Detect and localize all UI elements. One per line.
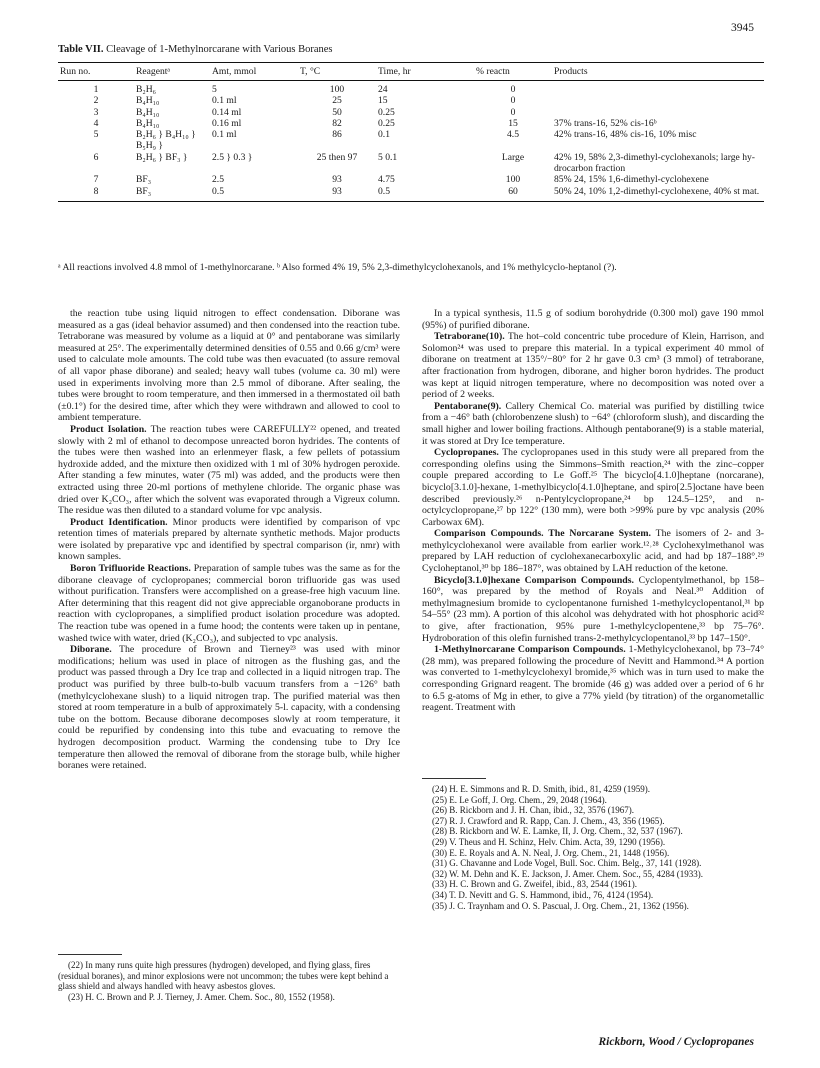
- table-row: [58, 186, 764, 202]
- table-vii: [58, 62, 764, 202]
- table-cell-reagent: BF₃: [136, 174, 152, 186]
- paragraph-heading: Comparison Compounds. The Norcarane System.: [434, 528, 651, 540]
- paragraph-text: Callery Chemical Co. material was purified by distilling twice from a −46° bath (chlorobenzene slush) to −64° (chloroform slush), and discarding the small higher and lower boiling fractions. Although pentaborane(9) is a stable material, it was stored at Dry Ice temperature.: [422, 400, 765, 447]
- paragraph-text: The cyclopropanes used in this study were all prepared from the corresponding olefins using the Simmons–Smith reaction,²⁴ with the zinc–copper couple prepared according to Le Goff.²⁵ The bicyclo[4.1.0]heptane (norcarane), bicyclo[3.1.0]-hexane, 1-methylbicyclo[4.1.0]heptane, and spiro[2.5]octane have been described previously.²⁶ n-Pentylcyclopropane,²⁴ bp 124.5–125°, and n-octylcyclopropane,²⁷ bp 122° (130 mm), were both >99% pure by vpc analysis (20% Carbowax 6M).: [422, 447, 764, 528]
- table-cell-products: 50% 24, 10% 1,2-dimethyl-cyclohexene, 40% st mat.: [552, 186, 764, 202]
- paragraph-text: 1-Methylcyclohexanol, bp 73–74° (28 mm), was prepared following the procedure of Nevitt and Hammond.³⁴ A portion was converted to 1-methylcyclohexyl bromide,³⁵ which was in turn used to make the corresponding Grignard reagent. The bromide (46 g) was added over a period of 6 hr to 6.5 g-atoms of Mg in ether, to give a 77% yield (by titration) of the organometallic reagent. Treatment with: [422, 644, 764, 714]
- table-cell-time: 0.25: [378, 117, 395, 129]
- table-cell-reagent: B₄H₁₀: [136, 95, 160, 107]
- footnote: (33) H. C. Brown and G. Zweifel, ibid., 83, 2544 (1961).: [432, 879, 637, 890]
- table-caption-label: Table VII.: [58, 44, 104, 55]
- table-cell-run: 3: [93, 106, 99, 118]
- paragraph-text: The procedure of Brown and Tierney²³ was used with minor modifications; helium was used in place of nitrogen as the flushing gas, and the product was passed through a Dry Ice trap and collected in a liquid nitrogen trap. The product was purified by three bulb-to-bulb vacuum transfers from a −126° bath (methylcyclohexane slush) to a liquid nitrogen trap. The purified material was then stored at room temperature in a bulb of approximately 5-l. capacity, with a condensing tube on the bottom. Because diborane decomposes slowly at room temperature, it could be repurified by condensing into this tube and evacuating to remove the hydrogen decomposition product. Warming the condensing tube to Dry Ice temperature then allowed the removal of diborane from the storage bulb, while higher boranes were retained.: [58, 644, 400, 772]
- table-cell-reactn: 0: [510, 106, 516, 118]
- paragraph: [422, 401, 764, 447]
- header-products: Products: [552, 63, 764, 81]
- footnote: (27) R. J. Crawford and R. Rapp, Can. J. Chem., 43, 356 (1965).: [432, 815, 665, 826]
- footnote: (29) V. Theus and H. Schinz, Helv. Chim. Acta, 39, 1290 (1956).: [432, 836, 666, 847]
- table-row: [58, 107, 764, 118]
- paragraph: [58, 517, 400, 563]
- footnote: (35) J. C. Traynham and O. S. Pascual, J. Org. Chem., 21, 1362 (1956).: [432, 900, 689, 911]
- paragraph-heading: Pentaborane(9).: [434, 400, 502, 412]
- table-cell-time: 4.75: [378, 174, 395, 186]
- table-cell-amt: 0.1 ml: [212, 95, 237, 107]
- table-cell-reagent: B₄H₁₀: [136, 117, 160, 129]
- table-cell-reagent: B₄H₁₀: [136, 106, 160, 118]
- table-cell-reactn: Large: [501, 151, 525, 163]
- table-cell-run: 1: [93, 84, 99, 95]
- paragraph: [422, 447, 764, 528]
- footnote: (34) T. D. Nevitt and G. S. Hammond, ibid., 76, 4124 (1954).: [432, 889, 654, 900]
- table-cell-time: 5 0.1: [378, 151, 398, 163]
- header-amt: Amt, mmol: [210, 63, 298, 81]
- table-cell-amt: 0.14 ml: [212, 106, 242, 118]
- table-cell-reactn: 15: [508, 117, 518, 129]
- paragraph-text: The hot–cold concentric tube procedure of Klein, Harrison, and Solomon²⁴ was used to prepare this material. In a typical experiment 40 mmol of diborane on treatment at 135°/−80° for 2 hr gave 0.3 cm³ (3 mmol) of tetraborane, after fractionation from hydrogen, diborane, and higher boron hydrides. The product was kept at liquid nitrogen temperature, where no decomposition was noted over a period of 2 weeks.: [422, 331, 764, 401]
- footnote: (24) H. E. Simmons and R. D. Smith, ibid., 81, 4259 (1959).: [432, 784, 650, 794]
- table-row: [58, 152, 764, 175]
- footnote: (25) E. Le Goff, J. Org. Chem., 29, 2048 (1964).: [432, 794, 607, 805]
- paragraph: [58, 308, 400, 424]
- table-row: [58, 118, 764, 129]
- header-temp: T, °C: [298, 63, 376, 81]
- table-cell-run: 4: [93, 117, 99, 129]
- left-column: [58, 308, 400, 772]
- paragraph-text: The isomers of 2- and 3-methylcyclohexanol were available from earlier work.¹²˒²⁸ Cyclohexylmethanol was prepared by LAH reduction of cyclohexanecarboxylic acid, and had bp 187–188°.²⁹ Cycloheptanol,³⁰ bp 186–187°, was obtained by LAH reduction of the ketone.: [422, 528, 764, 575]
- header-reactn: % reactn: [474, 63, 552, 81]
- table-row: [58, 129, 764, 152]
- paragraph-text: The reaction tubes were CAREFULLY²² opened, and treated slowly with 2 ml of ethanol to decompose unreacted boron hydrides. The contents of the tubes were then washed into an erlenmeyer flask, a few pellets of potassium hydroxide added, and the mixture then oxidized with 1 ml of 30% hydrogen peroxide. After standing a few minutes, water (75 ml) was added, and the products were then extracted using three 20-ml portions of methylene chloride. The organic phase was dried over K₂CO₃, after which the solvent was evaporated through a Vigreux column. The residue was then diluted to a standard volume for vpc analysis.: [58, 423, 401, 517]
- paragraph: [58, 644, 400, 772]
- table-cell-time: 0.1: [378, 129, 390, 141]
- header-time: Time, hr: [376, 63, 474, 81]
- paragraph-heading: Cyclopropanes.: [434, 447, 499, 459]
- table-cell-run: 6: [93, 151, 99, 163]
- table-cell-reactn: 100: [505, 174, 521, 186]
- table-cell-products: [552, 81, 764, 96]
- table-caption-text: Cleavage of 1-Methylnorcarane with Various Boranes: [106, 44, 333, 55]
- footnote-rule-right: [422, 778, 486, 779]
- footnote: (32) W. M. Dehn and K. E. Jackson, J. Amer. Chem. Soc., 55, 4284 (1933).: [432, 868, 703, 879]
- footnote-rule-left: [58, 954, 122, 955]
- table-cell-temp: 82: [332, 117, 342, 129]
- table-cell-temp: 25: [332, 95, 342, 107]
- header-reagent: Reagentᵃ: [134, 63, 210, 81]
- table-cell-products: 37% trans-16, 52% cis-16ᵇ: [554, 117, 657, 129]
- table-cell-products: 42% 19, 58% 2,3-dimethyl-cyclohexanols; large hy-drocarbon fraction: [554, 151, 755, 175]
- footnote: (30) E. E. Royals and A. N. Neal, J. Org. Chem., 21, 1448 (1956).: [432, 847, 670, 858]
- table-cell-temp: 86: [332, 129, 342, 141]
- footnotes-left: [58, 960, 400, 1002]
- right-column: [422, 308, 764, 714]
- table-cell-temp: 50: [332, 106, 342, 118]
- table-cell-reagent: B₂H₆: [136, 84, 157, 95]
- paragraph-text: In a typical synthesis, 11.5 g of sodium borohydride (0.300 mol) gave 190 mmol (95%) of purified diborane.: [422, 308, 764, 331]
- table-row: [58, 95, 764, 106]
- paragraph-heading: Tetraborane(10).: [434, 331, 505, 343]
- header-run: Run no.: [58, 63, 134, 81]
- table-cell-reactn: 60: [474, 186, 552, 202]
- table-cell-products: 42% trans-16, 48% cis-16, 10% misc: [554, 129, 697, 141]
- paragraph-heading: Product Isolation.: [70, 423, 147, 435]
- footnote: (28) B. Rickborn and W. E. Lamke, II, J. Org. Chem., 32, 537 (1967).: [432, 826, 683, 837]
- table-cell-amt: 0.5: [210, 186, 298, 202]
- footnote: (23) H. C. Brown and P. J. Tierney, J. Amer. Chem. Soc., 80, 1552 (1958).: [68, 991, 335, 1002]
- table-header-row: [58, 63, 764, 81]
- table-cell-reactn: 4.5: [507, 129, 519, 141]
- paragraph-text: Preparation of sample tubes was the same as for the diborane cleavage of cyclopropanes; commercial boron trifluoride gas was used without purification. Transfers were accomplished on a grease-free high vacuum line. After determining that this reagent did not give appreciable organoborane products in reaction with cyclopropanes, a simplified product isolation procedure was adopted. The reaction tube was opened in a fume hood; the contents were taken up in pentane, washed twice with water, dried (K₂CO₃), and subjected to vpc analysis.: [58, 563, 400, 644]
- paragraph: [422, 331, 764, 401]
- footnote: (31) G. Chavanne and Lode Vogel, Bull. Soc. Chim. Belg., 37, 141 (1928).: [432, 858, 702, 869]
- paragraph-text: Cyclopentylmethanol, bp 158–160°, was prepared by the method of Royals and Neal.³⁰ Addition of methylmagnesium bromide to cyclopentanone furnished 1-methylcyclopentanol,³¹ bp 54–55° (23 mm). A portion of this alcohol was dehydrated with hot phosphoric acid³² to give, after fractionation, 95% pure 1-methylcyclopentene,³³ bp 75–76°. Hydroboration of this olefin furnished trans-2-methylcyclopentanol,³³ bp 147–150°.: [422, 574, 764, 644]
- table-cell-products: [552, 95, 764, 106]
- footnote: (22) In many runs quite high pressures (hydrogen) developed, and flying glass, fires (residual boranes), and minor explosions were not uncommon; the tubes were kept behind a glass shield and always handled with heavy asbestos gloves.: [58, 960, 389, 992]
- table-footnote: ᵃ All reactions involved 4.8 mmol of 1-methylnorcarane. ᵇ Also formed 4% 19, 5% 2,3-dimethylcyclohexanols, and 1% methylcyclo-heptanol (?).: [58, 262, 617, 273]
- table-cell-reactn: 0: [510, 84, 516, 95]
- table-cell-amt: 5: [212, 84, 217, 95]
- page-number: 3945: [731, 22, 754, 34]
- table-cell-run: 8: [58, 186, 134, 202]
- table-cell-run: 2: [93, 95, 99, 107]
- table-body: [58, 81, 764, 202]
- running-footer: Rickborn, Wood / Cyclopropanes: [598, 1036, 754, 1048]
- table-cell-time: 24: [378, 84, 388, 95]
- table-cell-amt: 2.5: [212, 174, 224, 186]
- table-cell-amt: 0.1 ml: [212, 129, 237, 141]
- table-row: [58, 174, 764, 185]
- table-cell-products: 85% 24, 15% 1,6-dimethyl-cyclohexene: [554, 174, 709, 186]
- table-cell-reagent: BF₃: [134, 186, 210, 202]
- table-cell-reagent: B₂H₆ } B₄H₁₀ } B₅H₉ }: [136, 129, 196, 152]
- table-cell-amt: 0.16 ml: [212, 117, 242, 129]
- paragraph: [422, 528, 764, 574]
- paragraph: [58, 563, 400, 644]
- table-cell-reagent: B₂H₆ } BF₃ }: [136, 151, 188, 163]
- paragraph-heading: Product Identification.: [70, 516, 168, 528]
- table-cell-products: [552, 107, 764, 118]
- paragraph: [58, 424, 400, 517]
- table-cell-run: 5: [93, 129, 99, 141]
- table-cell-temp: 25 then 97: [316, 151, 358, 163]
- paragraph: [422, 644, 764, 714]
- paragraph-heading: Diborane.: [70, 644, 112, 656]
- table-row: [58, 81, 764, 96]
- paragraph-heading: Bicyclo[3.1.0]hexane Comparison Compounds.: [434, 574, 634, 586]
- table-cell-temp: 93: [332, 174, 342, 186]
- table-cell-run: 7: [93, 174, 99, 186]
- paragraph-text: Minor products were identified by comparison of vpc retention times of materials prepared by alternate synthetic methods. Major products were isolated by preparative vpc and identified by spectral comparison (ir, nmr) with known samples.: [58, 516, 400, 563]
- table-cell-amt: 2.5 } 0.3 }: [212, 151, 253, 163]
- footnote: (26) B. Rickborn and J. H. Chan, ibid., 32, 3576 (1967).: [432, 805, 634, 816]
- paragraph-text: the reaction tube using liquid nitrogen to effect condensation. Diborane was measured as a gas (ideal behavior assumed) and then condensed into the reaction tube. Tetraborane was measured by volume as a liquid at 0° and pentaborane was similarly measured at 25°. The experimentally determined densities of 0.55 and 0.66 g/cm³ were used to calculate mole amounts. The cold tube was then evacuated (to assure removal of all vapor phase diborane) and sealed; heavy wall tubes (volume ca. 30 ml) were used in experiments involving more than 2.5 mmol of diborane. After sealing, the tubes were brought to room temperature, and then immersed in a thermostated oil bath (±0.1°) for the desired time, after which they were withdrawn and allowed to cool to ambient temperature.: [58, 308, 400, 424]
- table-cell-time: 15: [378, 95, 388, 107]
- paragraph-heading: Boron Trifluoride Reactions.: [70, 563, 191, 575]
- table-cell-temp: 100: [329, 84, 345, 95]
- footnotes-right: [422, 784, 764, 911]
- paragraph-heading: 1-Methylnorcarane Comparison Compounds.: [434, 644, 626, 656]
- table-cell-temp: 93: [298, 186, 376, 202]
- paragraph: [422, 575, 764, 645]
- paragraph: [422, 308, 764, 331]
- table-cell-time: 0.5: [376, 186, 474, 202]
- table-cell-reactn: 0: [510, 95, 516, 107]
- table-cell-time: 0.25: [378, 106, 395, 118]
- table-caption: [58, 44, 333, 55]
